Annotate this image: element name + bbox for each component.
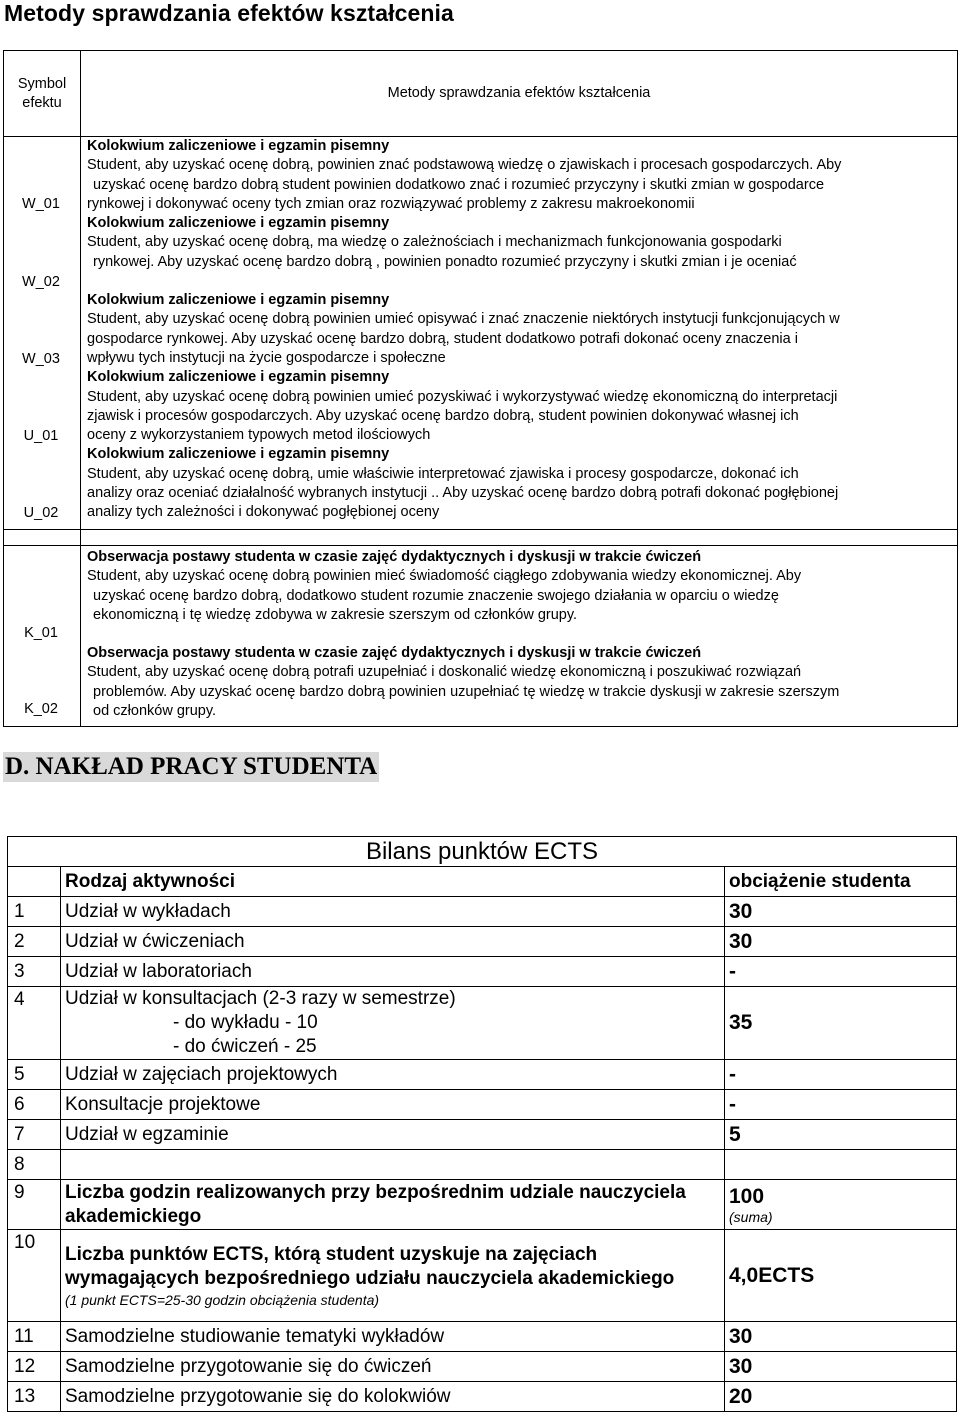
method-block: Obserwacja postawy studenta w czasie zajęć dydaktycznych i dyskusji w trakcie ćwiczeń Student, aby uzyskać ocenę dobrą powinien mieć świadomość ciągłego zdobywania wiedzy ekonomicznej. Aby uzyskać ocenę bardzo dobrą, dodatkowo student rozumie znaczenie swojego działania w oparciu o wiedzę ekonomiczną i tę wiedzę zdobywa w zakresie szerszym od członków grupy. <box>87 549 802 623</box>
ects-title: Bilans punktów ECTS <box>8 837 957 867</box>
method-block: Obserwacja postawy studenta w czasie zajęć dydaktycznych i dyskusji w trakcie ćwiczeń Student, aby uzyskać ocenę dobrą potrafi uzupełniać i doskonalić wiedzę ekonomiczną i poszukiwać rozwiązań problemów. Aby uzyskać ocenę bardzo dobrą powinien uzupełniać tę wiedzę w trakcie dyskusji w zakresie szerszym od członków grupy. <box>87 645 840 720</box>
page-title: Metody sprawdzania efektów kształcenia <box>4 0 454 26</box>
table-row: 3 Udział w laboratoriach - <box>8 957 957 987</box>
table-row: 12 Samodzielne przygotowanie się do ćwiczeń 30 <box>8 1352 957 1382</box>
header-methods: Metody sprawdzania efektów kształcenia <box>81 51 958 137</box>
table-row: 8 <box>8 1150 957 1180</box>
table-row: 5 Udział w zajęciach projektowych - <box>8 1060 957 1090</box>
table-row: 1 Udział w wykładach 30 <box>8 897 957 927</box>
method-block: Kolokwium zaliczeniowe i egzamin pisemny Student, aby uzyskać ocenę dobrą, ma wiedzę o zależnościach i mechanizmach funkcjonowania gospodarki rynkowej. Aby uzyskać ocenę bardzo dobrą , powinien ponadto rozumieć przyczyny i skutki zmian i je oceniać <box>87 215 797 270</box>
symbol-k01: K_01 <box>24 625 58 641</box>
symbol-w03: W_03 <box>22 351 60 367</box>
symbol-w01: W_01 <box>22 196 60 212</box>
header-symbol: Symbol efektu <box>4 51 81 137</box>
table-row: 13 Samodzielne przygotowanie się do kolokwiów 20 <box>8 1382 957 1412</box>
table-row: 10 Liczba punktów ECTS, którą student uzyskuje na zajęciach wymagających bezpośredniego udziału nauczyciela akademickiego (1 punkt ECTS=25-30 godzin obciążenia studenta) 4,0ECTS <box>8 1230 957 1322</box>
symbol-u01: U_01 <box>23 428 59 444</box>
table-row: 6 Konsultacje projektowe - <box>8 1090 957 1120</box>
table-row: 2 Udział w ćwiczeniach 30 <box>8 927 957 957</box>
col-load: obciążenie studenta <box>725 867 957 897</box>
col-activity: Rodzaj aktywności <box>61 867 725 897</box>
symbols-group2 <box>4 546 81 727</box>
symbol-w02: W_02 <box>22 274 60 290</box>
ects-table <box>7 836 957 1412</box>
symbol-u02: U_02 <box>23 505 59 521</box>
table-row: 4 Udział w konsultacjach (2-3 razy w semestrze) - do wykładu - 10 - do ćwiczeń - 25 35 <box>8 987 957 1060</box>
method-block: Kolokwium zaliczeniowe i egzamin pisemny Student, aby uzyskać ocenę dobrą, umie właściwie interpretować zjawiska i procesy gospodarcze, dokonać ich analizy oraz oceniać działalność wybranych instytucji .. Aby uzyskać ocenę bardzo dobrą potrafi dokonać pogłębionej analizy tych zależności i dokonywać pogłębionej oceny <box>87 446 839 521</box>
methods-table <box>3 50 958 727</box>
method-block: Kolokwium zaliczeniowe i egzamin pisemny Student, aby uzyskać ocenę dobrą, powinien znać podstawową wiedzę o zjawiskach i procesach gospodarczych. Aby uzyskać ocenę bardzo dobrą student powinien dodatkowo znać i rozumieć przyczyny i skutki zmian w gospodarce rynkowej i dokonywać oceny tych zmian oraz rozwiązywać problemy z zakresu makroekonomii <box>87 138 842 212</box>
symbols-group1 <box>4 137 81 530</box>
methods-group1 <box>81 137 958 530</box>
table-row: 11 Samodzielne studiowanie tematyki wykładów 30 <box>8 1322 957 1352</box>
symbol-k02: K_02 <box>24 701 58 717</box>
method-block: Kolokwium zaliczeniowe i egzamin pisemny Student, aby uzyskać ocenę dobrą powinien umieć pozyskiwać i wykorzystywać wiedzę ekonomiczną do interpretacji zjawisk i procesów gospodarczych. Aby uzyskać ocenę bardzo dobrą, student powinien dokonywać własnej ich oceny z wykorzystaniem typowych metod ilościowych <box>87 369 838 444</box>
table-row: 7 Udział w egzaminie 5 <box>8 1120 957 1150</box>
methods-group2 <box>81 546 958 727</box>
method-block: Kolokwium zaliczeniowe i egzamin pisemny Student, aby uzyskać ocenę dobrą powinien umieć opisywać i znać znaczenie niektórych instytucji funkcjonujących w gospodarce rynkowej. Aby uzyskać ocenę bardzo dobrą, student dodatkowo potrafi dokonać oceny znaczenia i wpływu tych instytucji na życie gospodarcze i społeczne <box>87 292 840 366</box>
section-heading: D. NAKŁAD PRACY STUDENTA <box>5 753 378 780</box>
table-row: 9 Liczba godzin realizowanych przy bezpośrednim udziale nauczyciela akademickiego 100 (suma) <box>8 1180 957 1230</box>
